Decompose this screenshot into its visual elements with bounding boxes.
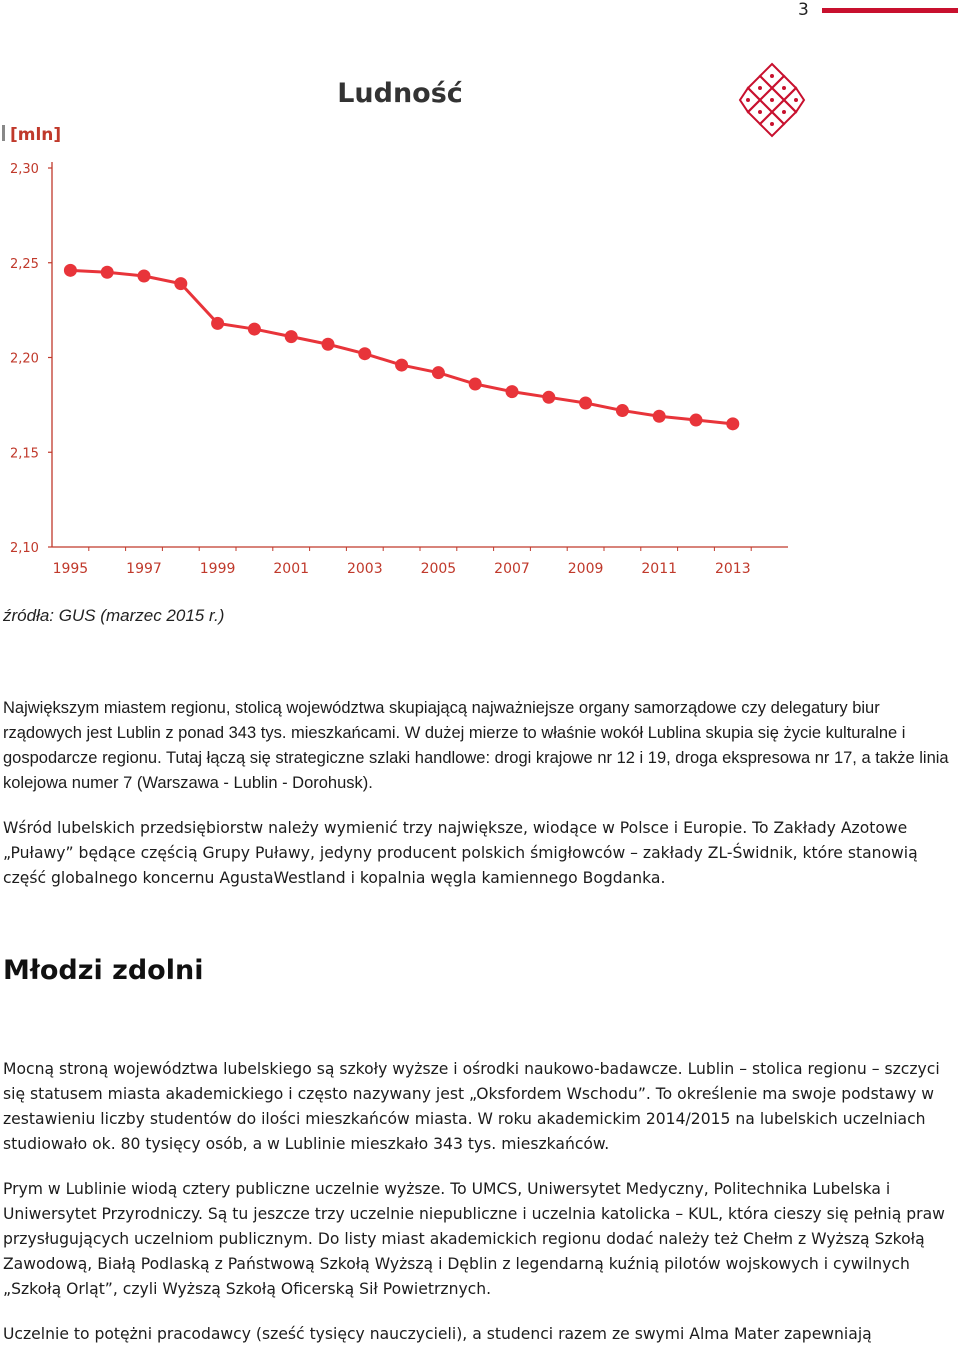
x-tick-label: 2011 <box>641 561 678 577</box>
diamond-lattice-logo-icon <box>740 64 804 136</box>
data-point <box>395 359 408 372</box>
x-tick-label: 1999 <box>199 561 236 577</box>
data-point <box>101 266 114 279</box>
x-tick-label: 2001 <box>273 561 310 577</box>
y-tick-label: 2,30 <box>10 162 39 177</box>
x-tick-label: 2005 <box>420 561 457 577</box>
x-tick-label: 2007 <box>494 561 530 577</box>
population-chart <box>0 60 960 590</box>
y-tick-label: 2,10 <box>10 541 39 556</box>
data-point <box>690 414 703 427</box>
x-tick-label: 1997 <box>126 561 162 577</box>
paragraph-companies: Wśród lubelskich przedsiębiorstw należy wymienić trzy największe, wiodące w Polsce i Europie. To Zakłady Azotowe „Puławy” będące częścią Grupy Puławy, jedyny producent polskich śmigłowców – zakłady ZL-Świdnik, które stanowią część globalnego koncernu AgustaWestland i kopalnia węgla kamiennego Bogdanka. <box>3 819 918 887</box>
data-point <box>432 366 445 379</box>
paragraph-employers: Uczelnie to potężni pracodawcy (sześć tysięcy nauczycieli), a studenci razem ze swymi Alma Mater zapewniają <box>3 1325 872 1343</box>
data-point <box>211 317 224 330</box>
chart-source: źródła: GUS (marzec 2015 r.) <box>3 606 225 625</box>
header-rule <box>822 8 958 13</box>
data-point <box>469 378 482 391</box>
population-line <box>70 270 732 423</box>
data-point <box>616 404 629 417</box>
x-tick-label: 2013 <box>714 561 751 577</box>
data-point <box>285 330 298 343</box>
paragraph-lublin: Największym miastem regionu, stolicą województwa skupiającą najważniejsze organy samorządowe czy delegatury biur rządowych jest Lublin z ponad 343 tys. mieszkańcami. W dużej mierze to właśnie wokół Lublina skupia się życie kulturalne i gospodarcze regionu. Tutaj łączą się strategiczne szlaki handlowe: drogi krajowe nr 12 i 19, droga ekspresowa nr 17, a także linia kolejowa numer 7 (Warszawa - Lublin - Dorohusk). <box>3 699 949 792</box>
chart-title: Ludność <box>337 78 463 109</box>
y-tick-label: 2,25 <box>10 256 39 272</box>
page-number: 3 <box>798 0 809 20</box>
data-point <box>653 410 666 423</box>
y-tick-label: 2,20 <box>10 351 39 367</box>
paragraph-public-universities: Prym w Lublinie wiodą cztery publiczne uczelnie wyższe. To UMCS, Uniwersytet Medyczny, Politechnika Lubelska i Uniwersytet Przyrodniczy. Są tu jeszcze trzy uczelnie niepubliczne i uczelnia katolicka – KUL, która cieszy się pełnią praw przysługujących uczelniom publicznym. Do listy miast akademickich regionu dodać należy też Chełm z Wyższą Szkołą Zawodową, Białą Podlaską z Państwową Szkołą Wyższą i Dęblin z legendarną kuźnią pilotów wojskowych i cywilnych „Szkołą Orląt”, czyli Wyższą Szkołą Oficerską Sił Powietrznych. <box>3 1180 945 1298</box>
data-point <box>358 347 371 360</box>
unit-marker <box>2 125 5 141</box>
chart-svg <box>0 60 960 590</box>
data-point <box>322 338 335 351</box>
data-point <box>726 417 739 430</box>
data-point <box>506 385 519 398</box>
x-tick-label: 2009 <box>567 561 604 577</box>
paragraph-universities: Mocną stroną województwa lubelskiego są szkoły wyższe i ośrodki naukowo-badawcze. Lublin – stolica regionu – szczyci się statusem miasta akademickiego i często nazywany jest „Oksfordem Wschodu”. To określenie ma swoje podstawy w zestawieniu liczby studentów do ilości mieszkańców miasta. W roku akademickim 2014/2015 na lubelskich uczelniach studiowało ok. 80 tysięcy osób, a w Lublinie mieszkało 343 tys. mieszkańców. <box>3 1060 940 1153</box>
y-tick-label: 2,15 <box>10 446 39 462</box>
data-point <box>174 277 187 290</box>
data-point <box>542 391 555 404</box>
data-point <box>64 264 77 277</box>
data-point <box>579 396 592 409</box>
section-title: Młodzi zdolni <box>3 955 204 986</box>
data-point <box>248 323 261 336</box>
x-tick-label: 1995 <box>52 561 89 577</box>
y-axis-unit-label: [mln] <box>10 125 62 145</box>
x-tick-label: 2003 <box>346 561 383 577</box>
data-point <box>138 270 151 283</box>
